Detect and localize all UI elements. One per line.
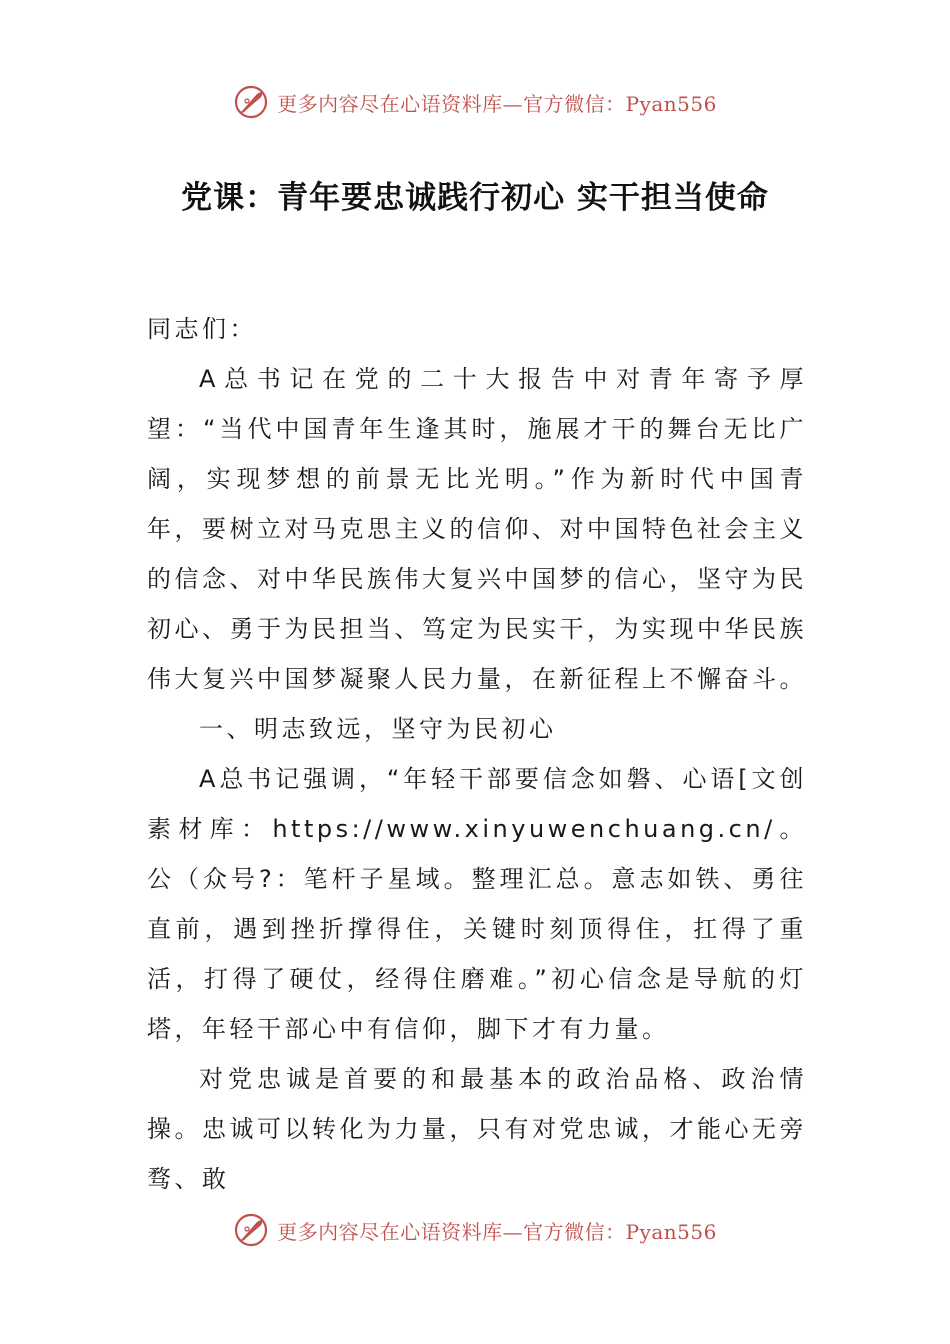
paragraph: A总书记强调，“年轻干部要信念如磐、心语[文创素材库：https://www.xinyuwenchuang.cn/。公（众号?：笔杆子星域。整理汇总。意志如铁、勇往直前，遇到挫折撑得住，关键时刻顶得住，扛得了重活，打得了硬仗，经得住磨难。”初心信念是导航的灯塔，年轻干部心中有信仰，脚下才有力量。 [147,765,807,1043]
footer-banner [0,1210,950,1250]
paragraph: 对党忠诚是首要的和最基本的政治品格、政治情操。忠诚可以转化为力量，只有对党忠诚，才能心无旁骛、敢 [147,1065,807,1193]
quill-logo-icon [233,84,269,120]
quill-logo-icon [233,1212,269,1248]
document-body [147,304,807,1204]
header-banner-text: 更多内容尽在心语资料库—官方微信：Pyan556 [277,91,717,116]
header-banner [0,82,950,122]
document-title: 党课：青年要忠诚践行初心 实干担当使命 [181,180,769,216]
footer-banner-text: 更多内容尽在心语资料库—官方微信：Pyan556 [277,1219,717,1244]
greeting: 同志们： [147,315,257,343]
section-heading: 一、明志致远，坚守为民初心 [199,715,557,743]
paragraph: A总书记在党的二十大报告中对青年寄予厚望：“当代中国青年生逢其时，施展才干的舞台无比广阔，实现梦想的前景无比光明。”作为新时代中国青年，要树立对马克思主义的信仰、对中国特色社会主义的信念、对中华民族伟大复兴中国梦的信心，坚守为民初心、勇于为民担当、笃定为民实干，为实现中华民族伟大复兴中国梦凝聚人民力量，在新征程上不懈奋斗。 [147,365,807,693]
